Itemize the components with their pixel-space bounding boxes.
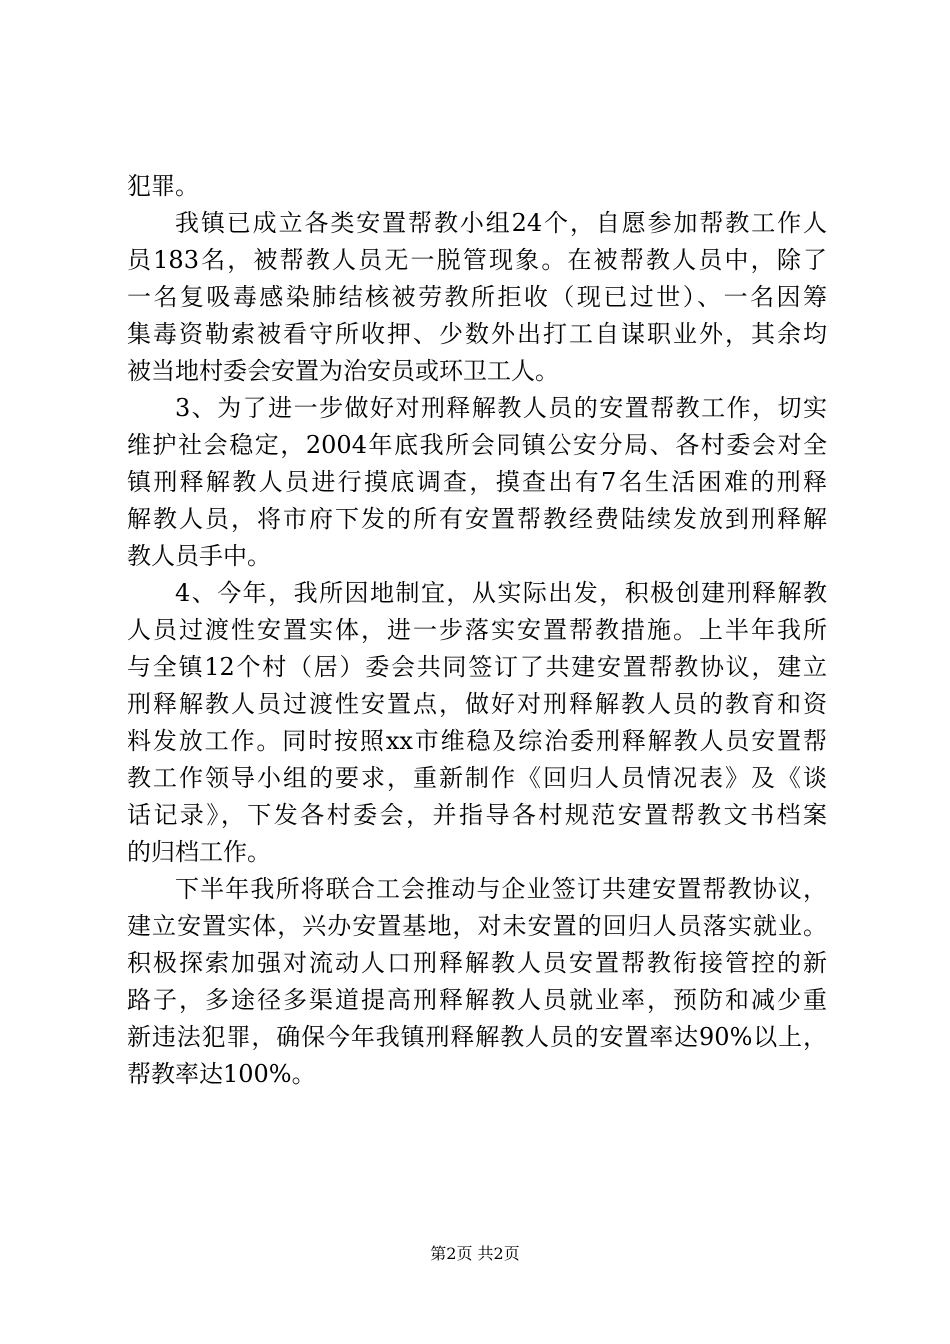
text-line: 一名复吸毒感染肺结核被劳教所拒收（现已过世）、一名因筹: [127, 283, 827, 311]
text-line: 路子，多途径多渠道提高刑释解教人员就业率，预防和减少重: [127, 986, 827, 1014]
text-line: 建立安置实体，兴办安置基地，对未安置的回归人员落实就业。: [127, 912, 827, 940]
text-line: 镇刑释解教人员进行摸底调查，摸查出有7名生活困难的刑释: [127, 468, 827, 496]
text-line: 教工作领导小组的要求，重新制作《回归人员情况表》及《谈: [127, 764, 827, 792]
text-line: 教人员手中。: [127, 542, 271, 570]
text-line: 刑释解教人员过渡性安置点，做好对刑释解教人员的教育和资: [127, 690, 827, 718]
text-line: 积极探索加强对流动人口刑释解教人员安置帮教衔接管控的新: [127, 949, 827, 977]
text-line: 话记录》，下发各村委会，并指导各村规范安置帮教文书档案: [127, 801, 827, 829]
text-line: 被当地村委会安置为治安员或环卫工人。: [127, 357, 559, 385]
text-line: 与全镇12个村（居）委会共同签订了共建安置帮教协议，建立: [127, 653, 827, 681]
text-line: 料发放工作。同时按照xx市维稳及综治委刑释解教人员安置帮: [127, 727, 827, 755]
text-line: 新违法犯罪，确保今年我镇刑释解教人员的安置率达90%以上，: [127, 1023, 827, 1051]
page-footer: 第2页 共2页: [430, 1244, 520, 1263]
text-line: 犯罪。: [127, 172, 199, 200]
text-line: 人员过渡性安置实体，进一步落实安置帮教措施。上半年我所: [127, 616, 827, 644]
text-line: 维护社会稳定，2004年底我所会同镇公安分局、各村委会对全: [127, 431, 827, 459]
text-line: 我镇已成立各类安置帮教小组24个，自愿参加帮教工作人: [175, 209, 827, 237]
text-line: 4、今年，我所因地制宜，从实际出发，积极创建刑释解教: [175, 579, 827, 607]
text-line: 帮教率达100%。: [127, 1060, 316, 1088]
text-line: 3、为了进一步做好对刑释解教人员的安置帮教工作，切实: [175, 394, 827, 422]
text-line: 的归档工作。: [127, 838, 271, 866]
text-line: 解教人员，将市府下发的所有安置帮教经费陆续发放到刑释解: [127, 505, 827, 533]
text-line: 集毒资勒索被看守所收押、少数外出打工自谋职业外，其余均: [127, 320, 827, 348]
text-line: 下半年我所将联合工会推动与企业签订共建安置帮教协议，: [175, 875, 827, 903]
text-line: 员183名，被帮教人员无一脱管现象。在被帮教人员中，除了: [127, 246, 827, 274]
